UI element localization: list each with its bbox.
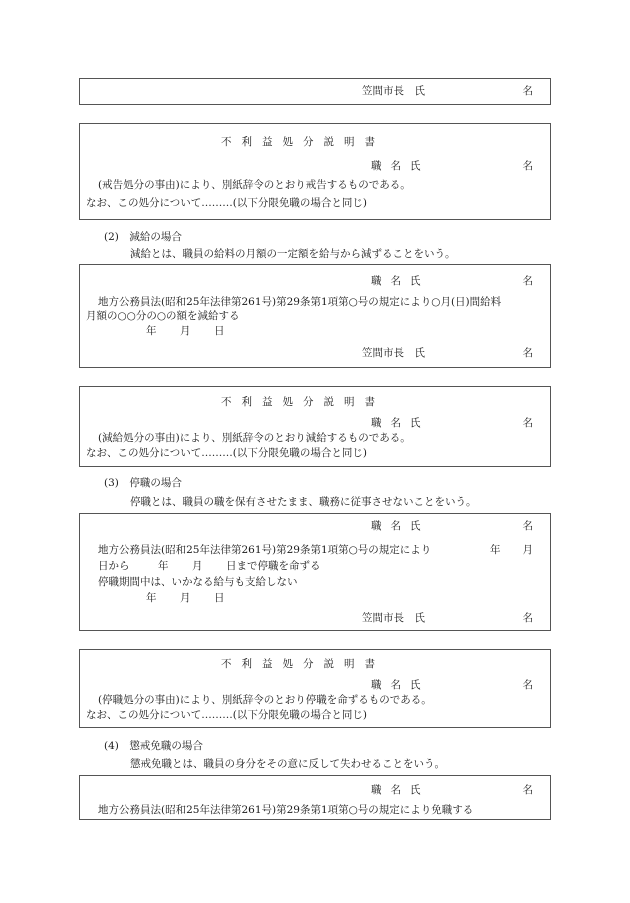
mayor-title: 笠間市長 氏 bbox=[362, 347, 425, 359]
statement-title: 不利益処分説明書 bbox=[221, 658, 385, 670]
position-name-label: 職名氏 bbox=[371, 679, 430, 691]
section-2-heading: (2) 減給の場合 bbox=[104, 231, 182, 243]
note-line: なお、この処分について………(以下分限免職の場合と同じ) bbox=[86, 197, 367, 209]
order-line-1-year: 年 bbox=[490, 544, 501, 556]
date-month: 月 bbox=[180, 592, 191, 604]
order-line-2-until: 日まで停職を命ずる bbox=[226, 560, 321, 572]
mayor-name-char: 名 bbox=[522, 612, 533, 624]
order-line-1: 地方公務員法(昭和25年法律第261号)第29条第1項第○号の規定により○月(日)間給料 bbox=[98, 296, 502, 308]
date-year: 年 bbox=[146, 325, 157, 337]
mayor-title: 笠間市長 氏 bbox=[362, 85, 425, 97]
note-line: なお、この処分について………(以下分限免職の場合と同じ) bbox=[86, 709, 367, 721]
name-char: 名 bbox=[522, 275, 533, 287]
section-2-description: 減給とは、職員の給料の月額の一定額を給与から減ずることをいう。 bbox=[130, 248, 456, 260]
box-reprimand-statement bbox=[79, 123, 551, 220]
name-char: 名 bbox=[522, 160, 533, 172]
box-suspension-order bbox=[79, 513, 551, 631]
order-line-3: 停職期間中は、いかなる給与も支給しない bbox=[98, 576, 298, 588]
box-pay-cut-order bbox=[79, 264, 551, 368]
reason-line: (停職処分の事由)により、別紙辞令のとおり停職を命ずるものである。 bbox=[98, 694, 432, 706]
section-3-heading: (3) 停職の場合 bbox=[104, 477, 182, 489]
position-name-label: 職名氏 bbox=[371, 275, 430, 287]
position-name-label: 職名氏 bbox=[371, 160, 430, 172]
note-line: なお、この処分について………(以下分限免職の場合と同じ) bbox=[86, 447, 367, 459]
order-line-1: 地方公務員法(昭和25年法律第261号)第29条第1項第○号の規定により免職する bbox=[98, 804, 474, 816]
date-day: 日 bbox=[214, 592, 225, 604]
box-mayor-signature bbox=[79, 78, 551, 105]
box-suspension-statement bbox=[79, 649, 551, 728]
statement-title: 不利益処分説明書 bbox=[221, 396, 385, 408]
position-name-label: 職名氏 bbox=[371, 520, 430, 532]
mayor-title: 笠間市長 氏 bbox=[362, 612, 425, 624]
reason-line: (減給処分の事由)により、別紙辞令のとおり減給するものである。 bbox=[98, 432, 411, 444]
date-year: 年 bbox=[146, 592, 157, 604]
mayor-name-char: 名 bbox=[522, 347, 533, 359]
box-pay-cut-statement bbox=[79, 386, 551, 467]
name-char: 名 bbox=[522, 417, 533, 429]
order-line-2: 月額の○○分の○の額を減給する bbox=[86, 310, 240, 322]
order-line-2-from: 日から bbox=[98, 560, 130, 572]
section-3-description: 停職とは、職員の職を保有させたまま、職務に従事させないことをいう。 bbox=[130, 496, 477, 508]
order-line-2-year: 年 bbox=[158, 560, 169, 572]
name-char: 名 bbox=[522, 679, 533, 691]
statement-title: 不利益処分説明書 bbox=[221, 136, 385, 148]
date-month: 月 bbox=[180, 325, 191, 337]
reason-line: (戒告処分の事由)により、別紙辞令のとおり戒告するものである。 bbox=[98, 179, 411, 191]
order-line-2-month: 月 bbox=[192, 560, 203, 572]
box-dismissal-order bbox=[79, 775, 551, 820]
name-char: 名 bbox=[522, 784, 533, 796]
mayor-name-char: 名 bbox=[522, 85, 533, 97]
section-4-description: 懲戒免職とは、職員の身分をその意に反して失わせることをいう。 bbox=[130, 758, 445, 770]
section-4-heading: (4) 懲戒免職の場合 bbox=[104, 740, 203, 752]
date-day: 日 bbox=[214, 325, 225, 337]
order-line-1-month: 月 bbox=[522, 544, 533, 556]
name-char: 名 bbox=[522, 520, 533, 532]
order-line-1: 地方公務員法(昭和25年法律第261号)第29条第1項第○号の規定により bbox=[98, 544, 432, 556]
position-name-label: 職名氏 bbox=[371, 417, 430, 429]
position-name-label: 職名氏 bbox=[371, 784, 430, 796]
